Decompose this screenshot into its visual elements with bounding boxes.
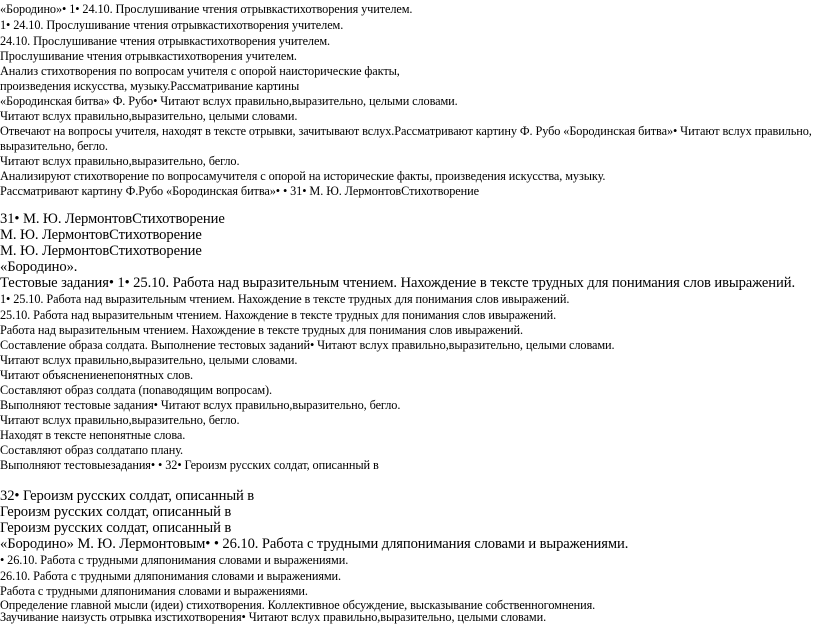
text-line: Определение главной мысли (идеи) стихотворения. Коллективное обсуждение, высказывание собственногомнения. xyxy=(0,598,596,612)
text-line: Находят в тексте непонятные слова. xyxy=(0,428,186,442)
text-line: Читают вслух правильно,выразительно, бегло. xyxy=(0,154,240,168)
text-line: 1• 25.10. Работа над выразительным чтением. Нахождение в тексте трудных для понимания слов ивыражений. xyxy=(0,292,570,306)
text-line: Рассматривают картину Ф.Рубо «Бородинская битва»• • 31• М. Ю. ЛермонтовСтихотворение xyxy=(0,184,479,198)
text-line: Тестовые задания• 1• 25.10. Работа над выразительным чтением. Нахождение в тексте трудных для понимания слов ивыражений. xyxy=(0,275,795,291)
text-line: «Бородино» М. Ю. Лермонтовым• • 26.10. Работа с трудными дляпонимания словами и выражениями. xyxy=(0,536,629,552)
text-line: Составление образа солдата. Выполнение тестовых заданий• Читают вслух правильно,выразительно, целыми словами. xyxy=(0,338,615,352)
text-line: Работа с трудными дляпонимания словами и выражениями. xyxy=(0,584,308,598)
text-line: • 26.10. Работа с трудными дляпонимания словами и выражениями. xyxy=(0,553,349,567)
text-line: Анализируют стихотворение по вопросамучителя с опорой на исторические факты, произведения искусства, музыку. xyxy=(0,169,606,183)
text-line: «Бородинская битва» Ф. Рубо• Читают вслух правильно,выразительно, целыми словами. xyxy=(0,94,458,108)
text-line: 1• 24.10. Прослушивание чтения отрывкастихотворения учителем. xyxy=(0,18,344,32)
text-line: выразительно, бегло. xyxy=(0,139,108,153)
text-line: 32• Героизм русских солдат, описанный в xyxy=(0,488,255,504)
text-line: Работа над выразительным чтением. Нахождение в тексте трудных для понимания слов ивыражений. xyxy=(0,323,523,337)
text-line: Выполняют тестовые задания• Читают вслух правильно,выразительно, бегло. xyxy=(0,398,401,412)
text-line: Составляют образ солдатапо плану. xyxy=(0,443,183,457)
text-line: Читают объяснениенепонятных слов. xyxy=(0,368,194,382)
text-line: Читают вслух правильно,выразительно, целыми словами. xyxy=(0,353,298,367)
text-line: 25.10. Работа над выразительным чтением. Нахождение в тексте трудных для понимания слов ивыражений. xyxy=(0,308,557,322)
text-line: 31• М. Ю. ЛермонтовСтихотворение xyxy=(0,211,225,227)
text-line: М. Ю. ЛермонтовСтихотворение xyxy=(0,227,202,243)
text-line: Выполняют тестовыезадания• • 32• Героизм русских солдат, описанный в xyxy=(0,458,379,472)
text-line: Заучивание наизусть отрывка изстихотворения• Читают вслух правильно,выразительно, целыми словами. xyxy=(0,610,547,624)
text-line: 26.10. Работа с трудными дляпонимания словами и выражениями. xyxy=(0,569,342,583)
text-line: Героизм русских солдат, описанный в xyxy=(0,520,232,536)
text-line: Анализ стихотворения по вопросам учителя с опорой наисторические факты, xyxy=(0,64,400,78)
text-line: Прослушивание чтения отрывкастихотворения учителем. xyxy=(0,49,297,63)
text-line: Составляют образ солдата (поnаводящим вопросам). xyxy=(0,383,273,397)
text-line: Героизм русских солдат, описанный в xyxy=(0,504,232,520)
text-line: Отвечают на вопросы учителя, находят в тексте отрывки, зачитывают вслух.Рассматривают картину Ф. Рубо «Бородинская битва»• Читают вслух правильно, xyxy=(0,124,812,138)
text-line: Читают вслух правильно,выразительно, бегло. xyxy=(0,413,240,427)
text-line: Читают вслух правильно,выразительно, целыми словами. xyxy=(0,109,298,123)
text-line: произведения искусства, музыку.Рассматривание картины xyxy=(0,79,300,93)
text-line: М. Ю. ЛермонтовСтихотворение xyxy=(0,243,202,259)
text-line: «Бородино». xyxy=(0,259,78,275)
text-line: «Бородино»• 1• 24.10. Прослушивание чтения отрывкастихотворения учителем. xyxy=(0,2,413,16)
text-line: 24.10. Прослушивание чтения отрывкастихотворения учителем. xyxy=(0,34,330,48)
